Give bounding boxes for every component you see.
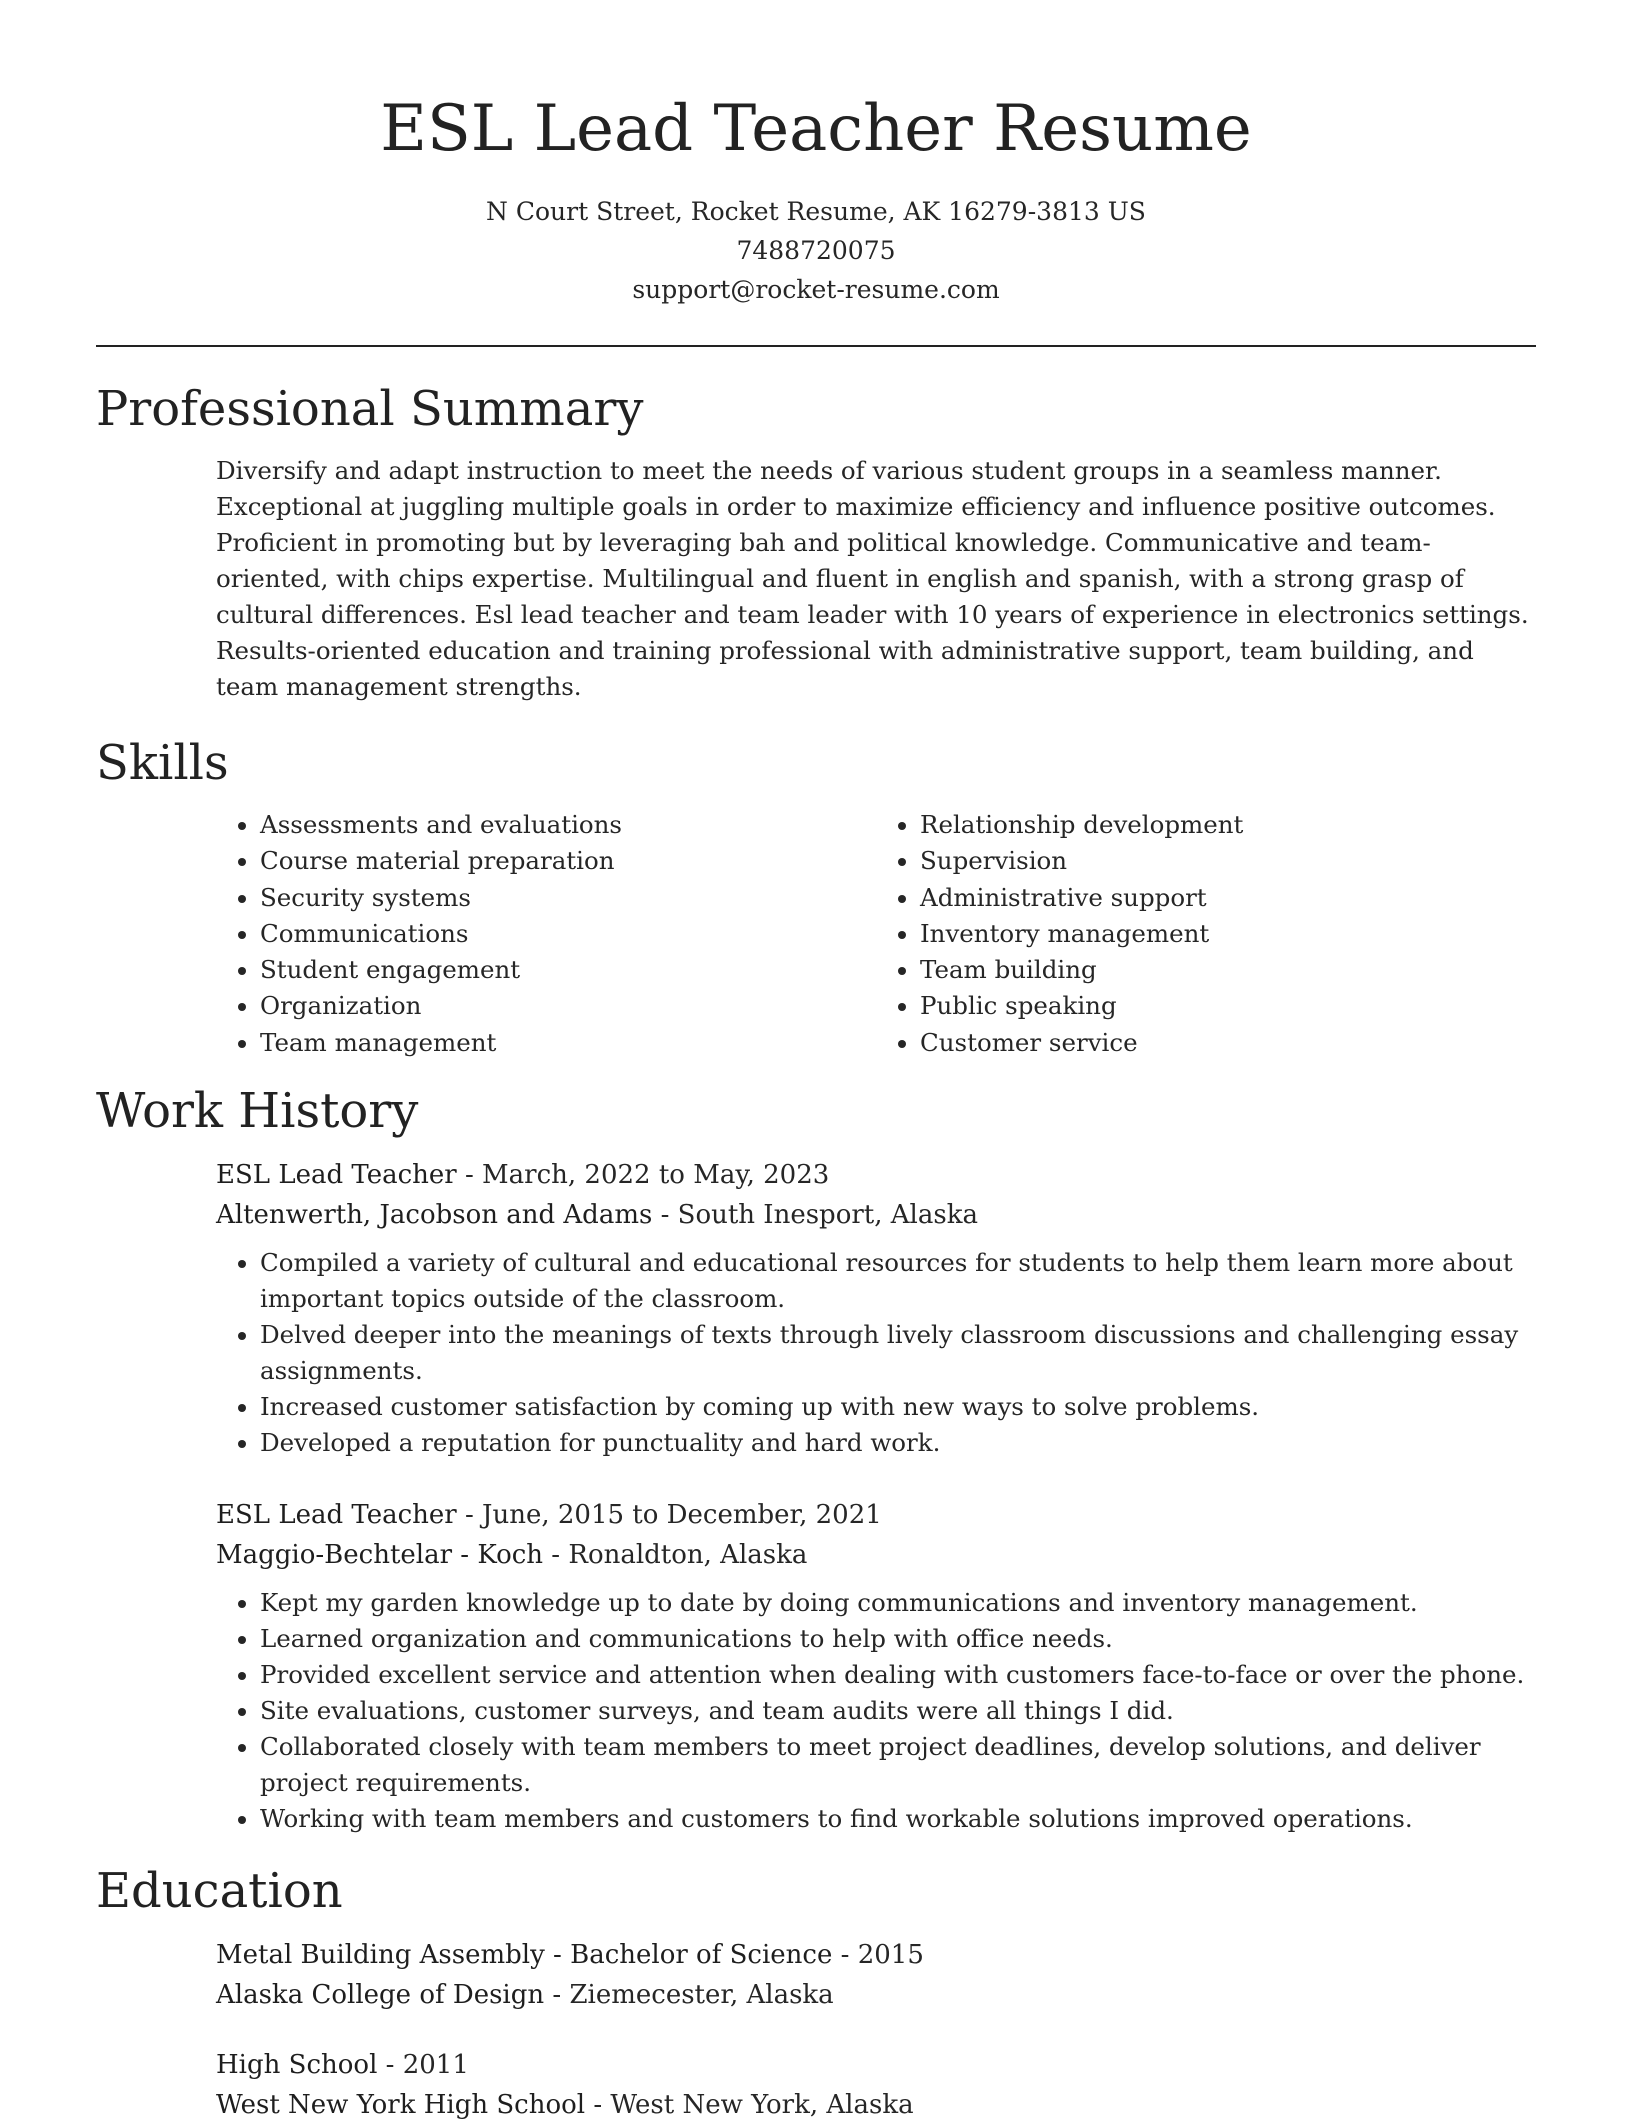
job-bullet: • Kept my garden knowledge up to date by doing communications and inventory management. <box>260 1585 1536 1621</box>
job-bullet: • Compiled a variety of cultural and educational resources for students to help them learn more about important topics outside of the classroom. <box>260 1245 1536 1317</box>
education-location: - West New York, Alaska <box>585 2090 914 2121</box>
job-bullet: • Delved deeper into the meanings of texts through lively classroom discussions and challenging essay assignments. <box>260 1317 1536 1389</box>
job-entry <box>216 1495 1536 1837</box>
education-year: - 2015 <box>832 1940 924 1971</box>
education-section <box>216 1935 1536 2125</box>
skill-item: • Administrative support <box>920 880 1536 916</box>
skill-item: • Supervision <box>920 843 1536 879</box>
job-company: Altenwerth, Jacobson and Adams <box>216 1200 653 1231</box>
work-history-heading: Work History <box>96 1083 419 1140</box>
education-school-line <box>216 2085 1536 2125</box>
skill-item: • Customer service <box>920 1025 1536 1061</box>
job-title: ESL Lead Teacher <box>216 1160 457 1191</box>
skills-heading: Skills <box>96 735 229 791</box>
summary-section <box>216 453 1536 705</box>
skills-column-right <box>876 807 1536 1061</box>
job-entry <box>216 1155 1536 1461</box>
resume-header <box>96 0 1536 309</box>
job-bullet: • Working with team members and customers to find workable solutions improved operations. <box>260 1801 1536 1837</box>
contact-email: support@rocket-resume.com <box>632 275 1000 304</box>
skills-grid <box>216 807 1536 1061</box>
job-role-line <box>216 1495 1536 1535</box>
skill-item: • Communications <box>260 916 876 952</box>
job-dates: - March, 2022 to May, 2023 <box>456 1160 830 1191</box>
skill-item: • Course material preparation <box>260 843 876 879</box>
skill-item: • Team management <box>260 1025 876 1061</box>
job-bullet: • Learned organization and communications to help with office needs. <box>260 1621 1536 1657</box>
job-org-line <box>216 1195 1536 1235</box>
education-degree-line <box>216 2045 1536 2085</box>
education-heading: Education <box>96 1863 343 1920</box>
skill-item: • Organization <box>260 988 876 1024</box>
skill-item: • Public speaking <box>920 988 1536 1024</box>
work-history-section <box>216 1155 1536 1837</box>
skills-column-left <box>216 807 876 1061</box>
education-school: Alaska College of Design <box>216 1980 545 2011</box>
education-degree: Metal Building Assembly - Bachelor of Science <box>216 1940 833 1971</box>
education-degree: High School <box>216 2050 378 2081</box>
skill-item: • Relationship development <box>920 807 1536 843</box>
skill-item: • Inventory management <box>920 916 1536 952</box>
contact-info <box>96 192 1536 309</box>
job-location: - Ronaldton, Alaska <box>543 1540 808 1571</box>
skill-item: • Student engagement <box>260 952 876 988</box>
job-bullet: • Collaborated closely with team members to meet project deadlines, develop solutions, and deliver project requirements. <box>260 1729 1536 1801</box>
summary-text: Diversify and adapt instruction to meet the needs of various student groups in a seamless manner. Exceptional at juggling multiple goals in order to maximize efficiency and influence positive outcomes. Proficient in promoting but by leveraging bah and political knowledge. Communicative and team-oriented, with chips expertise. Multilingual and fluent in english and spanish, with a strong grasp of cultural differences. Esl lead teacher and team leader with 10 years of experience in electronics settings. Results-oriented education and training professional with administrative support, team building, and team management strengths. <box>216 456 1529 701</box>
contact-address: N Court Street, Rocket Resume, AK 16279-3813 US <box>486 197 1146 226</box>
job-location: - South Inesport, Alaska <box>652 1200 978 1231</box>
skills-section <box>216 807 1536 1061</box>
resume-title: ESL Lead Teacher Resume <box>380 92 1252 166</box>
summary-heading: Professional Summary <box>96 381 644 437</box>
education-location: - Ziemecester, Alaska <box>544 1980 834 2011</box>
education-school: West New York High School <box>216 2090 586 2121</box>
skill-item: • Team building <box>920 952 1536 988</box>
job-role-line <box>216 1155 1536 1195</box>
job-bullet: • Increased customer satisfaction by coming up with new ways to solve problems. <box>260 1389 1536 1425</box>
job-title: ESL Lead Teacher <box>216 1500 457 1531</box>
education-year: - 2011 <box>377 2050 469 2081</box>
job-dates: - June, 2015 to December, 2021 <box>456 1500 882 1531</box>
job-bullet: • Developed a reputation for punctuality and hard work. <box>260 1425 1536 1461</box>
skill-item: • Assessments and evaluations <box>260 807 876 843</box>
job-bullets <box>216 1245 1536 1461</box>
education-entry <box>216 1935 1536 2015</box>
skill-item: • Security systems <box>260 880 876 916</box>
job-bullets <box>216 1585 1536 1837</box>
job-org-line <box>216 1535 1536 1575</box>
job-company: Maggio-Bechtelar - Koch <box>216 1540 544 1571</box>
resume-page <box>96 0 1536 2125</box>
education-entry <box>216 2045 1536 2125</box>
job-bullet: • Site evaluations, customer surveys, and team audits were all things I did. <box>260 1693 1536 1729</box>
education-degree-line <box>216 1935 1536 1975</box>
header-divider <box>96 345 1536 347</box>
education-school-line <box>216 1975 1536 2015</box>
contact-phone: 7488720075 <box>736 236 896 265</box>
job-bullet: • Provided excellent service and attention when dealing with customers face-to-face or over the phone. <box>260 1657 1536 1693</box>
